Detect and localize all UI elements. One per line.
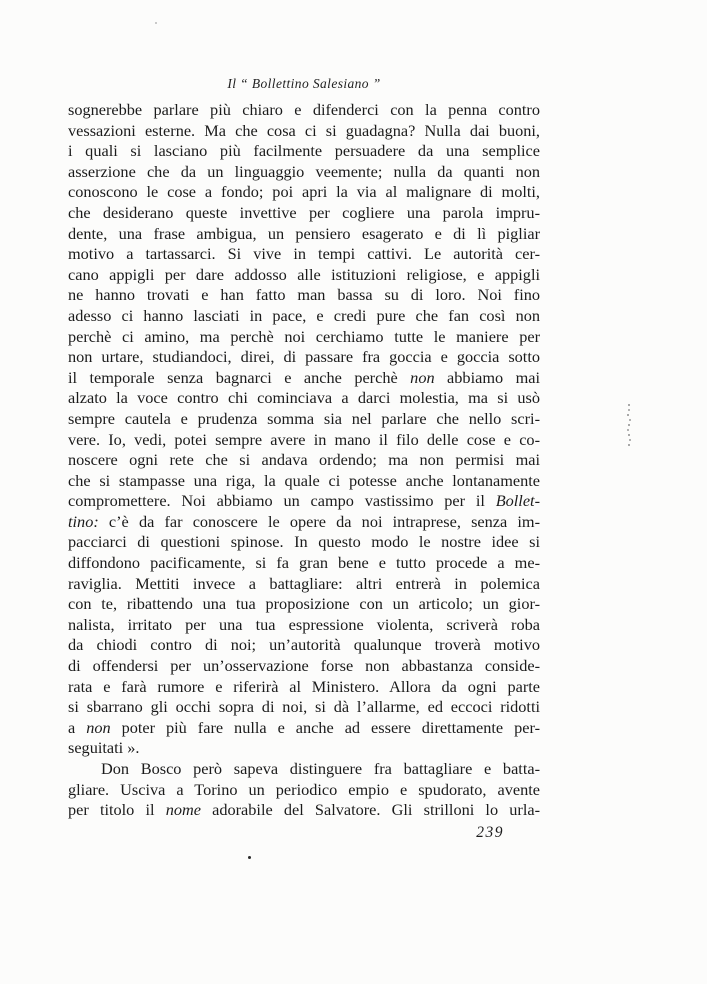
text-line [68, 121, 540, 142]
text-line [68, 162, 540, 183]
text-line [68, 656, 540, 677]
running-header: Il “ Bollettino Salesiano ” [227, 76, 381, 91]
text-line [68, 491, 540, 512]
text-line [68, 800, 540, 821]
text-segment: rata e farà rumore e riferirà al Ministero. Allora da ogni parte [68, 676, 540, 696]
text-segment: adesso ci hanno lasciati in pace, e credi pure che fan così non [68, 305, 540, 325]
scan-speckle [248, 856, 251, 859]
text-line [68, 182, 540, 203]
text-line [68, 512, 540, 533]
text-segment: gliare. Usciva a Torino un periodico empio e spudorato, avente [68, 779, 540, 799]
text-segment: pacciarci di questioni spinose. In questo modo le nostre idee si [68, 532, 540, 552]
text-line [68, 306, 540, 327]
text-line [68, 409, 540, 430]
text-line [68, 635, 540, 656]
text-line [68, 553, 540, 574]
text-line [68, 327, 540, 348]
text-segment: motivo a tartassarci. Si vive in tempi cattivi. Le autorità cer- [68, 244, 540, 264]
text-line [68, 718, 540, 739]
italic-text: tino: [68, 511, 99, 531]
page-number: 239 [476, 824, 504, 841]
text-segment: cano appigli per dare addosso alle istituzioni religiose, e appigli [68, 264, 540, 284]
text-line [68, 430, 540, 451]
text-line [68, 677, 540, 698]
text-segment: da chiodi contro di noi; un’autorità qualunque troverà motivo [68, 635, 540, 655]
text-segment: vere. Io, vedi, potei sempre avere in mano il filo delle cose e co- [68, 429, 540, 449]
text-segment: dente, una frase ambigua, un pensiero esagerato e di lì pigliar [68, 223, 540, 243]
text-line [68, 224, 540, 245]
text-segment: non urtare, studiandoci, direi, di passare fra goccia e goccia sotto [68, 347, 540, 367]
text-line [68, 615, 540, 636]
text-segment: vessazioni esterne. Ma che cosa ci si guadagna? Nulla dai buoni, [68, 120, 540, 140]
text-line [68, 265, 540, 286]
text-segment: Don Bosco però sapeva distinguere fra battagliare e batta- [101, 759, 540, 778]
text-segment: si sbarrano gli occhi sopra di noi, si dà l’allarme, ed eccoci ridotti [68, 697, 540, 717]
text-segment: seguitati ». [68, 738, 140, 758]
text-segment: che si stampasse una riga, la quale ci potesse anche lontanamente [68, 470, 540, 490]
scan-speckle [628, 404, 630, 406]
text-segment: diffondono pacificamente, si fa gran bene e tutto procede a me- [68, 553, 540, 573]
text-segment: per titolo il [68, 800, 166, 820]
text-line [68, 285, 540, 306]
text-line [68, 780, 540, 801]
text-line [68, 347, 540, 368]
text-segment: conoscono le cose a fondo; poi apri la via al malignare di molti, [68, 182, 540, 202]
text-segment: nalista, irritato per una tua espressione violenta, scriverà roba [68, 614, 540, 634]
italic-text: nome [165, 800, 201, 820]
text-line [68, 594, 540, 615]
text-line [68, 368, 540, 389]
text-line [68, 203, 540, 224]
text-line [68, 574, 540, 595]
text-segment: il temporale senza bagnarci e anche perchè [68, 367, 411, 387]
italic-text: non [410, 367, 435, 387]
text-segment: i quali si lasciano più facilmente persuadere da una semplice [68, 141, 540, 161]
text-line [68, 471, 540, 492]
text-line [68, 738, 540, 759]
text-segment: con te, ribattendo una tua proposizione con un articolo; un gior- [68, 594, 540, 614]
text-line [68, 244, 540, 265]
text-line [68, 759, 540, 780]
text-line [68, 100, 540, 121]
text-segment: poter più fare nulla e anche ad essere direttamente per- [110, 717, 540, 737]
text-segment: compromettere. Noi abbiamo un campo vastissimo per il [68, 491, 496, 511]
text-segment: perchè ci amino, ma perchè noi cerchiamo tutte le maniere per [68, 326, 540, 346]
text-line [68, 388, 540, 409]
italic-text: Bollet- [495, 491, 540, 511]
text-segment: raviglia. Mettiti invece a battagliare: altri entrerà in polemica [68, 573, 540, 593]
text-block [68, 100, 540, 821]
text-segment: abbiamo mai [434, 367, 540, 387]
text-segment: che desiderano queste invettive per cogliere una parola impru- [68, 202, 540, 222]
italic-text: non [86, 717, 111, 737]
text-segment: alzato la voce contro chi cominciava a darci molestia, ma si usò [68, 388, 540, 408]
text-segment: sempre cautela e prudenza somma sia nel parlare che nello scri- [68, 408, 540, 428]
text-segment: di offendersi per un’osservazione forse non abbastanza conside- [68, 656, 540, 676]
text-segment: ne hanno trovati e han fatto man bassa su di loro. Noi fino [68, 285, 540, 305]
text-segment: adorabile del Salvatore. Gli strilloni lo urla- [200, 800, 540, 820]
scan-speckle [155, 22, 157, 24]
text-segment: c’è da far conoscere le opere da noi intraprese, senza im- [98, 511, 540, 531]
text-line [68, 532, 540, 553]
text-line [68, 450, 540, 471]
text-line [68, 141, 540, 162]
text-segment: a [68, 717, 87, 737]
text-line [68, 697, 540, 718]
text-segment: sognerebbe parlare più chiaro e difenderci con la penna contro [68, 100, 540, 119]
text-segment: noscere ogni rete che si andava ordendo; ma non permisi mai [68, 450, 540, 470]
text-segment: asserzione che da un linguaggio veemente; nulla da quanti non [68, 161, 540, 181]
